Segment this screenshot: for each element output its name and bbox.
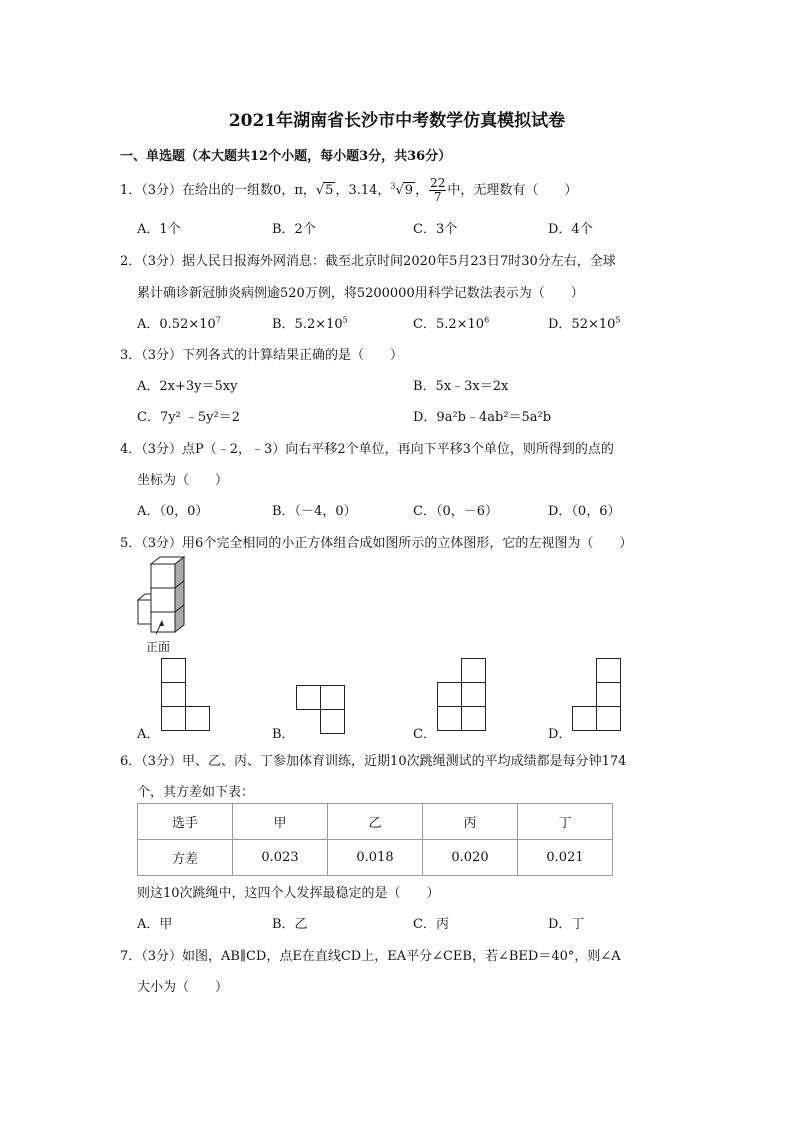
q3-option-d[interactable]: D．9a²b﹣4ab²＝5a²b <box>413 410 552 425</box>
q1-sqrt-arg: 5 <box>325 183 334 198</box>
q1-option-a[interactable]: A．1个 <box>137 222 181 237</box>
section-heading: 一、单选题（本大题共12个小题，每小题3分，共36分） <box>120 149 452 164</box>
q6-option-b[interactable]: B．乙 <box>272 917 308 932</box>
variance-table <box>137 803 613 876</box>
option-c-figure <box>437 658 489 734</box>
table-cell: 0.020 <box>423 840 518 876</box>
table-cell: 0.018 <box>328 840 423 876</box>
q4-option-b[interactable]: B．（－4，0） <box>272 504 357 519</box>
q1-cbrt-index: 3 <box>390 181 396 191</box>
q6-option-d[interactable]: D．丁 <box>548 917 585 932</box>
q5-option-a[interactable]: A． <box>137 727 160 742</box>
option-a-figure <box>161 658 213 734</box>
table-row <box>138 840 613 876</box>
question-1: 1．（3分）在给出的一组数0，π，√5 ，3.14，$^3$√9 ， $\frac{22}{7}$ 中，无理数有（ ） <box>120 176 578 204</box>
q3-stem: 3．（3分）下列各式的计算结果正确的是（ ） <box>120 348 404 363</box>
q2-line2: 累计确诊新冠肺炎病例逾520万例，将5200000用科学记数法表示为（ ） <box>137 286 584 301</box>
q3-option-b[interactable]: B．5x﹣3x＝2x <box>413 379 509 394</box>
q5-option-d[interactable]: D． <box>548 727 572 742</box>
q3-option-c[interactable]: C．7y² ﹣5y²＝2 <box>137 410 241 425</box>
q4-line2: 坐标为（ ） <box>137 473 229 488</box>
table-header-row <box>138 804 613 840</box>
q5-option-b[interactable]: B． <box>272 727 295 742</box>
q3-option-a[interactable]: A．2x+3y＝5xy <box>137 379 238 394</box>
table-cell: 丙 <box>423 804 518 840</box>
q1-frac-num: 22 <box>430 176 446 190</box>
table-cell: 甲 <box>233 804 328 840</box>
q1-fraction <box>429 177 446 204</box>
cube-figure <box>136 556 206 636</box>
q6-option-a[interactable]: A．甲 <box>137 917 173 932</box>
q4-option-a[interactable]: A．（0，0） <box>137 504 209 519</box>
q2-line1: 2．（3分）据人民日报海外网消息：截至北京时间2020年5月23日7时30分左右，全球 <box>120 254 616 269</box>
cbrt-sign: √ <box>395 183 404 198</box>
q6-line1: 6．（3分）甲、乙、丙、丁参加体育训练，近期10次跳绳测试的平均成绩都是每分钟174 <box>120 754 627 769</box>
q1-option-d[interactable]: D．4个 <box>548 222 593 237</box>
table-cell: 乙 <box>328 804 423 840</box>
q1-prefix: 1．（3分）在给出的一组数0，π， <box>120 183 316 198</box>
q6-line2: 个，其方差如下表： <box>137 785 255 800</box>
table-cell: 方差 <box>138 840 233 876</box>
q1-suffix: 中，无理数有（ ） <box>447 183 578 198</box>
q6-line3: 则这10次跳绳中，这四个人发挥最稳定的是（ ） <box>137 886 440 901</box>
table-cell: 丁 <box>518 804 613 840</box>
q1-frac-den: 7 <box>433 190 442 204</box>
page-title: 2021年湖南省长沙市中考数学仿真模拟试卷 <box>228 111 566 131</box>
q5-option-c[interactable]: C． <box>413 727 436 742</box>
q2-option-b[interactable]: B．$5.2\times 10^5$ <box>272 315 348 332</box>
sqrt-sign: √ <box>315 183 325 198</box>
q1-option-b[interactable]: B．2个 <box>272 222 316 237</box>
q4-option-c[interactable]: C．（0，－6） <box>413 504 498 519</box>
table-cell: 选手 <box>138 804 233 840</box>
q7-line2: 大小为（ ） <box>137 980 229 995</box>
table-cell: 0.021 <box>518 840 613 876</box>
table-cell: 0.023 <box>233 840 328 876</box>
option-b-figure <box>296 685 348 735</box>
q4-option-d[interactable]: D．（0，6） <box>548 504 621 519</box>
q2-option-c[interactable]: C．$5.2\times 10^6$ <box>413 315 490 332</box>
q4-line1: 4．（3分）点P（﹣2，﹣3）向右平移2个单位，再向下平移3个单位，则所得到的点的 <box>120 442 614 457</box>
q1-mid: ，3.14， <box>335 183 391 198</box>
q6-option-c[interactable]: C．丙 <box>413 917 449 932</box>
q2-option-d[interactable]: D．$52\times 10^5$ <box>548 315 621 332</box>
q7-line1: 7．（3分）如图，AB∥CD，点E在直线CD上，EA平分∠CEB，若∠BED＝40°，则∠A <box>120 949 621 964</box>
q1-option-c[interactable]: C．3个 <box>413 222 458 237</box>
q2-option-a[interactable]: A．$0.52\times 10^7$ <box>137 315 221 332</box>
front-label: 正面 <box>146 640 171 654</box>
option-d-figure <box>572 658 624 734</box>
q1-cbrt-arg: 9 <box>404 183 414 198</box>
q5-stem: 5．（3分）用6个完全相同的小正方体组合成如图所示的立体图形，它的左视图为（ ） <box>120 536 633 551</box>
